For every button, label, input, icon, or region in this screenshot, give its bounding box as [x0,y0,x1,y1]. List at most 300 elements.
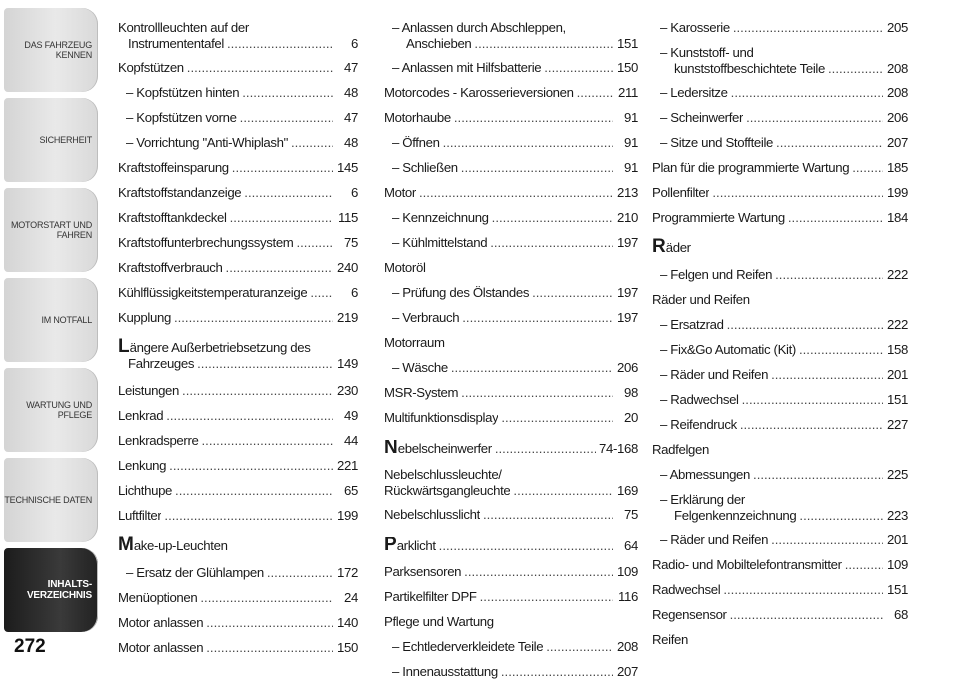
index-letter: M [118,534,134,555]
leader-dots [799,508,883,524]
entry-page: 115 [338,210,358,225]
entry-label: Multifunktionsdisplay [384,410,499,425]
index-entry[interactable] [384,356,638,381]
entry-page: 151 [887,392,908,407]
leader-dots [267,565,333,581]
entry-label: Kraftstoffunterbrechungssystem [118,235,294,250]
entry-label: – Kennzeichnung [392,210,489,225]
entry-label-line-2 [392,36,638,52]
tab-das-fahrzeug-kennen[interactable]: DAS FAHRZEUG KENNEN [4,8,98,92]
entry-label: Motor anlassen [118,615,204,630]
entry-label: Motorhaube [384,110,451,125]
index-heading[interactable] [118,529,358,561]
entry-label: – Kühlmittelstand [392,235,488,250]
index-entry[interactable] [384,406,638,431]
entry-label: – Räder und Reifen [660,367,769,382]
leader-dots [501,410,613,426]
leader-dots [187,60,333,76]
leader-dots [495,441,596,457]
index-column-3 [652,16,908,653]
entry-label: Kontrollleuchten auf der [118,20,249,35]
entry-page: 150 [337,640,358,655]
entry-label: Nebelschlusslicht [384,507,480,522]
leader-dots [443,135,613,151]
entry-label: – Felgen und Reifen [660,267,773,282]
index-entry[interactable] [118,281,358,306]
entry-label: Kühlflüssigkeitstemperaturanzeige [118,285,308,300]
entry-label: Lenkung [118,458,167,473]
entry-page: 24 [344,590,358,605]
entry-label: – Scheinwerfer [660,110,744,125]
leader-dots [490,235,613,251]
entry-page: 20 [624,410,638,425]
entry-page: 109 [887,557,908,572]
entry-page: 49 [344,408,358,423]
leader-dots [310,285,333,301]
index-heading[interactable] [384,256,638,281]
index-entry[interactable] [384,463,638,503]
index-entry[interactable] [384,81,638,106]
leader-dots [746,110,883,126]
leader-dots [771,532,883,548]
index-heading[interactable] [652,231,908,263]
index-entry[interactable] [118,106,358,131]
index-entry[interactable] [118,306,358,331]
index-entry[interactable] [652,338,908,363]
leader-dots [742,392,883,408]
leader-dots [474,36,613,52]
leader-dots [451,360,613,376]
index-entry[interactable] [652,363,908,388]
leader-dots [454,110,613,126]
index-column-2 [384,16,638,685]
leader-dots [733,20,883,36]
index-entry[interactable] [118,504,358,529]
entry-page: 230 [337,383,358,398]
entry-label: Partikelfilter DPF [384,589,477,604]
leader-dots [175,483,333,499]
index-letter: L [118,336,130,357]
entry-page: 44 [344,433,358,448]
index-entry[interactable] [384,381,638,406]
leader-dots [240,110,333,126]
entry-label-line-1 [660,492,908,508]
index-entry[interactable] [118,181,358,206]
leader-dots [464,564,613,580]
entry-label: – Öffnen [392,135,440,150]
entry-page: 197 [617,235,638,250]
leader-dots [242,85,333,101]
entry-label: Radfelgen [652,442,709,457]
entry-label: Lenkradsperre [118,433,199,448]
entry-page: 185 [887,160,908,175]
entry-page: 65 [344,483,358,498]
leader-dots [788,210,883,226]
entry-label-block [118,20,358,52]
entry-label-line-1 [118,20,358,36]
tab-motorstart-und-fahren[interactable]: MOTORSTART UND FAHREN [4,188,98,272]
leader-dots [546,639,613,655]
index-letter: P [384,537,397,554]
entry-label: – Karosserie [660,20,730,35]
entry-label: ebelscheinwerfer [397,441,492,456]
entry-page: 184 [887,210,908,225]
entry-page: 221 [337,458,358,473]
entry-label: – Fix&Go Automatic (Kit) [660,342,796,357]
entry-page: 172 [337,565,358,580]
entry-page: 149 [337,356,358,371]
entry-label: – Anlassen mit Hilfsbatterie [392,60,542,75]
entry-page: 208 [887,61,908,76]
index-entry[interactable] [384,560,638,585]
index-entry[interactable] [384,231,638,256]
tab-technische-daten[interactable]: TECHNISCHE DATEN [4,458,98,542]
index-entry[interactable] [118,156,358,181]
index-entry[interactable] [652,553,908,578]
index-entry[interactable] [652,156,908,181]
entry-page: 207 [887,135,908,150]
index-heading[interactable] [652,438,908,463]
entry-label-line-2 [660,508,908,524]
index-entry[interactable] [118,256,358,281]
entry-label-line-1 [660,45,908,61]
index-entry[interactable] [118,16,358,56]
entry-label: Motor [384,185,416,200]
leader-dots [164,508,333,524]
leader-dots [845,557,883,573]
entry-page: 74-168 [599,441,638,456]
index-entry[interactable] [118,561,358,586]
index-heading[interactable] [384,610,638,635]
leader-dots [731,85,883,101]
entry-page: 64 [624,538,638,553]
entry-page: 75 [624,507,638,522]
index-entry[interactable] [384,106,638,131]
index-entry[interactable] [652,106,908,131]
index-entry[interactable] [384,660,638,685]
entry-page: 197 [617,310,638,325]
entry-label-block [384,537,436,554]
index-letter: R [652,236,666,257]
index-column-1 [118,16,358,661]
entry-label-continued: Rückwärtsgangleuchte [384,483,511,498]
entry-label: ake-up-Leuchten [133,538,228,553]
entry-label: Pollenfilter [652,185,710,200]
entry-label-line-1 [118,336,358,357]
index-entry[interactable] [652,181,908,206]
leader-dots [226,260,333,276]
leader-dots [532,285,613,301]
index-heading[interactable] [652,628,908,653]
index-entry[interactable] [384,16,638,56]
index-entry[interactable] [118,479,358,504]
entry-label: – Ersatzrad [660,317,724,332]
entry-label: – Wäsche [392,360,448,375]
entry-label: Parksensoren [384,564,462,579]
entry-label: Plan für die programmierte Wartung [652,160,850,175]
entry-page: 68 [894,607,908,622]
entry-page: 6 [351,285,358,300]
index-entry[interactable] [118,429,358,454]
entry-label: Motorcodes - Karosserieversionen [384,85,574,100]
entry-label-block [660,492,908,524]
leader-dots [513,483,613,499]
leader-dots [852,160,883,176]
index-letter: N [384,440,398,457]
leader-dots [182,383,333,399]
entry-page: 223 [887,508,908,523]
leader-dots [291,135,333,151]
entry-page: 151 [887,582,908,597]
entry-page: 211 [618,85,638,100]
entry-label-block [384,467,638,499]
entry-label: – Kopfstützen vorne [126,110,237,125]
entry-label: – Schließen [392,160,458,175]
index-entry[interactable] [652,603,908,628]
entry-label: Kraftstofftankdeckel [118,210,227,225]
entry-page: 201 [887,532,908,547]
index-entry[interactable] [118,379,358,404]
index-entry[interactable] [118,586,358,611]
index-entry[interactable] [652,388,908,413]
leader-dots [197,356,333,372]
entry-label-continued: Fahrzeuges [128,356,195,371]
index-entry[interactable] [652,81,908,106]
index-entry[interactable] [652,131,908,156]
index-entry[interactable] [652,413,908,438]
leader-dots [775,267,883,283]
index-entry[interactable] [384,56,638,81]
leader-dots [501,664,613,680]
entry-label: – Räder und Reifen [660,532,769,547]
entry-label: Radio- und Mobiltelefontransmitter [652,557,842,572]
entry-page: 208 [887,85,908,100]
entry-page: 219 [337,310,358,325]
entry-label-block [384,440,492,457]
index-entry[interactable] [118,331,358,379]
index-entry[interactable] [118,81,358,106]
entry-page: 222 [887,267,908,282]
entry-label: – Echtlederverkleidete Teile [392,639,544,654]
entry-label: Luftfilter [118,508,162,523]
leader-dots [492,210,613,226]
leader-dots [740,417,883,433]
leader-dots [577,85,613,101]
entry-page: 109 [617,564,638,579]
entry-page: 91 [624,135,638,150]
entry-page: 98 [624,385,638,400]
entry-label-block [118,336,358,372]
index-entry[interactable] [118,636,358,661]
leader-dots [712,185,883,201]
entry-label: Motorraum [384,335,445,350]
entry-label: – Innenausstattung [392,664,498,679]
entry-label-line-2 [384,483,638,499]
index-entry[interactable] [652,463,908,488]
index-entry[interactable] [384,206,638,231]
entry-label-line-1 [384,467,638,483]
index-entry[interactable] [652,488,908,528]
entry-label-continued: Anschieben [406,36,472,51]
index-entry[interactable] [384,131,638,156]
entry-label-line-2 [660,61,908,77]
index-entry[interactable] [384,281,638,306]
entry-label: – Verbrauch [392,310,460,325]
leader-dots [730,607,883,623]
entry-page: 222 [887,317,908,332]
entry-label: – Reifendruck [660,417,737,432]
entry-label: Reifen [652,632,689,647]
entry-label: Pflege und Wartung [384,614,494,629]
entry-label: äder [665,240,691,255]
leader-dots [296,235,333,251]
index-entry[interactable] [118,206,358,231]
entry-label-continued: Felgenkennzeichnung [674,508,797,523]
entry-page: 225 [887,467,908,482]
leader-dots [174,310,333,326]
entry-page: 6 [351,36,358,51]
entry-label: – Prüfung des Ölstandes [392,285,530,300]
entry-label-continued: kunststoffbeschichtete Teile [674,61,825,76]
leader-dots [544,60,613,76]
leader-dots [461,385,613,401]
entry-label-continued: Instrumententafel [128,36,224,51]
entry-page: 91 [624,160,638,175]
leader-dots [483,507,613,523]
index-heading[interactable] [384,331,638,356]
entry-label-block [660,45,908,77]
entry-label: Regensensor [652,607,727,622]
entry-page: 48 [344,135,358,150]
entry-page: 150 [617,60,638,75]
entry-label-line-1 [392,20,638,36]
index-entry[interactable] [384,585,638,610]
leader-dots [799,342,883,358]
entry-page: 205 [887,20,908,35]
index-entry[interactable] [118,56,358,81]
entry-label: Lichthupe [118,483,173,498]
tab-im-notfall[interactable]: IM NOTFALL [4,278,98,362]
entry-label: – Kopfstützen hinten [126,85,240,100]
index-entry[interactable] [384,635,638,660]
leader-dots [230,210,333,226]
entry-page: 140 [337,615,358,630]
index-entry[interactable] [118,131,358,156]
leader-dots [419,185,613,201]
entry-label: Menüoptionen [118,590,198,605]
entry-label: – Radwechsel [660,392,739,407]
entry-label: – Ersatz der Glühlampen [126,565,264,580]
index-entry[interactable] [384,181,638,206]
index-entry[interactable] [652,578,908,603]
leader-dots [166,408,333,424]
entry-page: 206 [887,110,908,125]
entry-page: 240 [337,260,358,275]
index-entry[interactable] [118,454,358,479]
entry-page: 199 [887,185,908,200]
leader-dots [169,458,333,474]
leader-dots [462,310,613,326]
index-entry[interactable] [652,528,908,553]
entry-label: Programmierte Wartung [652,210,785,225]
entry-label-line-2 [118,36,358,52]
leader-dots [461,160,613,176]
entry-label: – Vorrichtung "Anti-Whiplash" [126,135,288,150]
index-entry[interactable] [118,231,358,256]
leader-dots [480,589,613,605]
leader-dots [227,36,333,52]
entry-page: 213 [617,185,638,200]
index-heading[interactable] [652,288,908,313]
index-entry[interactable] [652,16,908,41]
index-entry[interactable] [118,404,358,429]
entry-page: 91 [624,110,638,125]
entry-label: Kopfstützen [118,60,184,75]
tab-sicherheit[interactable]: SICHERHEIT [4,98,98,182]
index-entry[interactable] [384,431,638,463]
entry-page: 199 [337,508,358,523]
entry-label: – Erklärung der [660,492,745,507]
leader-dots [776,135,883,151]
entry-page: 151 [617,36,638,51]
entry-page: 207 [617,664,638,679]
entry-page: 75 [344,235,358,250]
entry-label: Kupplung [118,310,171,325]
leader-dots [232,160,333,176]
entry-page: 201 [887,367,908,382]
entry-label: – Ledersitze [660,85,728,100]
entry-page: 169 [617,483,638,498]
entry-label: ängere Außerbetriebsetzung des [129,340,311,355]
entry-label: Radwechsel [652,582,721,597]
index-entry[interactable] [118,611,358,636]
leader-dots [771,367,883,383]
entry-page: 6 [351,185,358,200]
entry-label-line-2 [118,356,358,372]
entry-label: Räder und Reifen [652,292,750,307]
index-entry[interactable] [652,206,908,231]
index-entry[interactable] [384,528,638,560]
index-entry[interactable] [652,41,908,81]
tab-inhaltsverzeichnis[interactable]: INHALTS- VERZEICHNIS [4,548,98,632]
leader-dots [727,317,883,333]
index-entry[interactable] [652,313,908,338]
entry-label: – Anlassen durch Abschleppen, [392,20,566,35]
index-entry[interactable] [652,263,908,288]
entry-label: – Sitze und Stoffteile [660,135,774,150]
leader-dots [200,590,333,606]
entry-page: 47 [344,110,358,125]
entry-label-block [392,20,638,52]
tab-wartung-und-pflege[interactable]: WARTUNG UND PFLEGE [4,368,98,452]
entry-label: arklicht [396,538,436,553]
leader-dots [206,640,333,656]
entry-page: 116 [618,589,638,604]
leader-dots [244,185,333,201]
entry-page: 208 [617,639,638,654]
entry-label: MSR-System [384,385,459,400]
index-entry[interactable] [384,156,638,181]
entry-label: Kraftstoffstandanzeige [118,185,242,200]
leader-dots [206,615,333,631]
index-entry[interactable] [384,503,638,528]
entry-label: Motoröl [384,260,426,275]
entry-page: 197 [617,285,638,300]
index-entry[interactable] [384,306,638,331]
page-number: 272 [14,636,46,657]
entry-page: 145 [337,160,358,175]
entry-page: 206 [617,360,638,375]
